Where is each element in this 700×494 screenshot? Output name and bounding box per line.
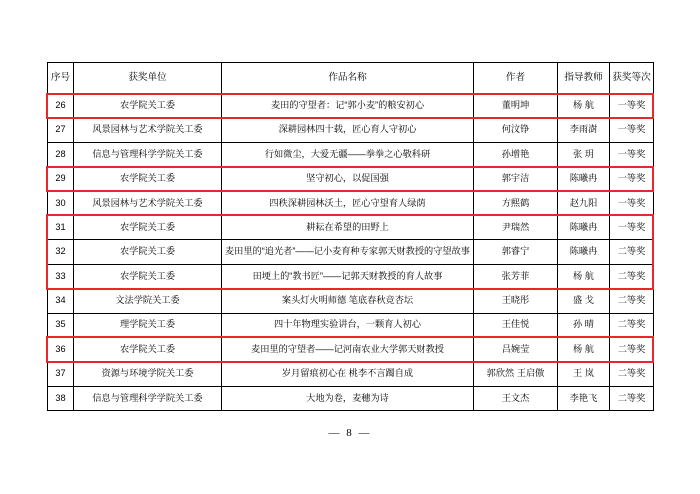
cell-author: 张芳菲 (474, 264, 558, 288)
cell-teacher: 孙 晴 (558, 313, 610, 337)
table-row (48, 386, 654, 410)
cell-teacher: 杨 航 (558, 264, 610, 288)
cell-work: 深耕园林四十载，匠心育人守初心 (222, 118, 474, 142)
column-header-teacher: 指导教师 (558, 63, 610, 94)
cell-work: 田埂上的“教书匠”——记郭天财教授的育人故事 (222, 264, 474, 288)
table-header-row (48, 63, 654, 94)
cell-no: 29 (48, 167, 74, 191)
cell-teacher: 陈曦冉 (558, 215, 610, 239)
cell-author: 何汶铮 (474, 118, 558, 142)
awards-table-container (47, 62, 653, 411)
cell-level: 二等奖 (610, 337, 654, 361)
cell-no: 28 (48, 142, 74, 166)
cell-level: 二等奖 (610, 289, 654, 313)
cell-level: 二等奖 (610, 386, 654, 410)
cell-unit: 农学院关工委 (74, 94, 222, 118)
cell-unit: 农学院关工委 (74, 215, 222, 239)
cell-no: 35 (48, 313, 74, 337)
cell-teacher: 陈曦冉 (558, 240, 610, 264)
cell-author: 郭欣然 王启傲 (474, 362, 558, 386)
cell-author: 孙增艳 (474, 142, 558, 166)
cell-unit: 风景园林与艺术学院关工委 (74, 191, 222, 215)
cell-work: 坚守初心，以促国强 (222, 167, 474, 191)
cell-teacher: 张 玥 (558, 142, 610, 166)
column-header-author: 作者 (474, 63, 558, 94)
cell-level: 二等奖 (610, 264, 654, 288)
cell-author: 方熙鹤 (474, 191, 558, 215)
table-body (48, 94, 654, 411)
cell-unit: 理学院关工委 (74, 313, 222, 337)
cell-teacher: 王 岚 (558, 362, 610, 386)
cell-no: 27 (48, 118, 74, 142)
cell-no: 31 (48, 215, 74, 239)
cell-unit: 风景园林与艺术学院关工委 (74, 118, 222, 142)
cell-author: 郭睿宁 (474, 240, 558, 264)
cell-unit: 农学院关工委 (74, 337, 222, 361)
cell-teacher: 杨 航 (558, 94, 610, 118)
cell-level: 一等奖 (610, 118, 654, 142)
cell-unit: 农学院关工委 (74, 240, 222, 264)
cell-no: 38 (48, 386, 74, 410)
table-row (48, 142, 654, 166)
cell-author: 王佳悦 (474, 313, 558, 337)
column-header-no: 序号 (48, 63, 74, 94)
cell-work: 麦田里的守望者——记河南农业大学郭天财教授 (222, 337, 474, 361)
cell-no: 36 (48, 337, 74, 361)
cell-level: 二等奖 (610, 362, 654, 386)
cell-author: 王文杰 (474, 386, 558, 410)
table-row (48, 167, 654, 191)
table-row (48, 215, 654, 239)
table-row (48, 240, 654, 264)
cell-level: 一等奖 (610, 167, 654, 191)
cell-no: 30 (48, 191, 74, 215)
cell-no: 37 (48, 362, 74, 386)
cell-no: 34 (48, 289, 74, 313)
cell-level: 二等奖 (610, 313, 654, 337)
table-header (48, 63, 654, 94)
awards-table (47, 62, 654, 411)
cell-work: 岁月留痕初心在 桃李不言躅自成 (222, 362, 474, 386)
cell-author: 王晓彤 (474, 289, 558, 313)
cell-level: 二等奖 (610, 240, 654, 264)
cell-unit: 信息与管理科学学院关工委 (74, 142, 222, 166)
column-header-unit: 获奖单位 (74, 63, 222, 94)
cell-work: 耕耘在希望的田野上 (222, 215, 474, 239)
cell-no: 33 (48, 264, 74, 288)
cell-author: 吕婉莹 (474, 337, 558, 361)
page-number: — 8 — (328, 427, 372, 439)
cell-work: 大地为卷，麦穗为诗 (222, 386, 474, 410)
cell-no: 26 (48, 94, 74, 118)
table-row (48, 191, 654, 215)
cell-teacher: 赵九阳 (558, 191, 610, 215)
cell-work: 四秩深耕园林沃土，匠心守望育人绿荫 (222, 191, 474, 215)
table-row (48, 362, 654, 386)
cell-work: 麦田的守望者：记“郭小麦”的粮安初心 (222, 94, 474, 118)
cell-work: 四十年物理实验讲台，一颗育人初心 (222, 313, 474, 337)
cell-unit: 农学院关工委 (74, 167, 222, 191)
table-row (48, 264, 654, 288)
cell-no: 32 (48, 240, 74, 264)
cell-level: 一等奖 (610, 142, 654, 166)
table-row (48, 289, 654, 313)
cell-teacher: 李雨澍 (558, 118, 610, 142)
cell-author: 郭宇洁 (474, 167, 558, 191)
cell-author: 尹瑞然 (474, 215, 558, 239)
column-header-work: 作品名称 (222, 63, 474, 94)
cell-unit: 资源与环境学院关工委 (74, 362, 222, 386)
table-row (48, 118, 654, 142)
table-row (48, 94, 654, 118)
cell-unit: 信息与管理科学学院关工委 (74, 386, 222, 410)
cell-teacher: 李艳飞 (558, 386, 610, 410)
cell-teacher: 盛 戈 (558, 289, 610, 313)
table-row (48, 313, 654, 337)
cell-unit: 文法学院关工委 (74, 289, 222, 313)
column-header-level: 获奖等次 (610, 63, 654, 94)
cell-work: 案头灯火明师德 笔底春秋竞杏坛 (222, 289, 474, 313)
table-row (48, 337, 654, 361)
cell-author: 董明坤 (474, 94, 558, 118)
cell-work: 行如微尘，大爱无疆——拳拳之心敬科研 (222, 142, 474, 166)
cell-unit: 农学院关工委 (74, 264, 222, 288)
cell-work: 麦田里的“追光者”——记小麦育种专家郭天财教授的守望故事 (222, 240, 474, 264)
cell-teacher: 杨 航 (558, 337, 610, 361)
cell-level: 一等奖 (610, 191, 654, 215)
cell-level: 一等奖 (610, 94, 654, 118)
cell-teacher: 陈曦冉 (558, 167, 610, 191)
cell-level: 一等奖 (610, 215, 654, 239)
